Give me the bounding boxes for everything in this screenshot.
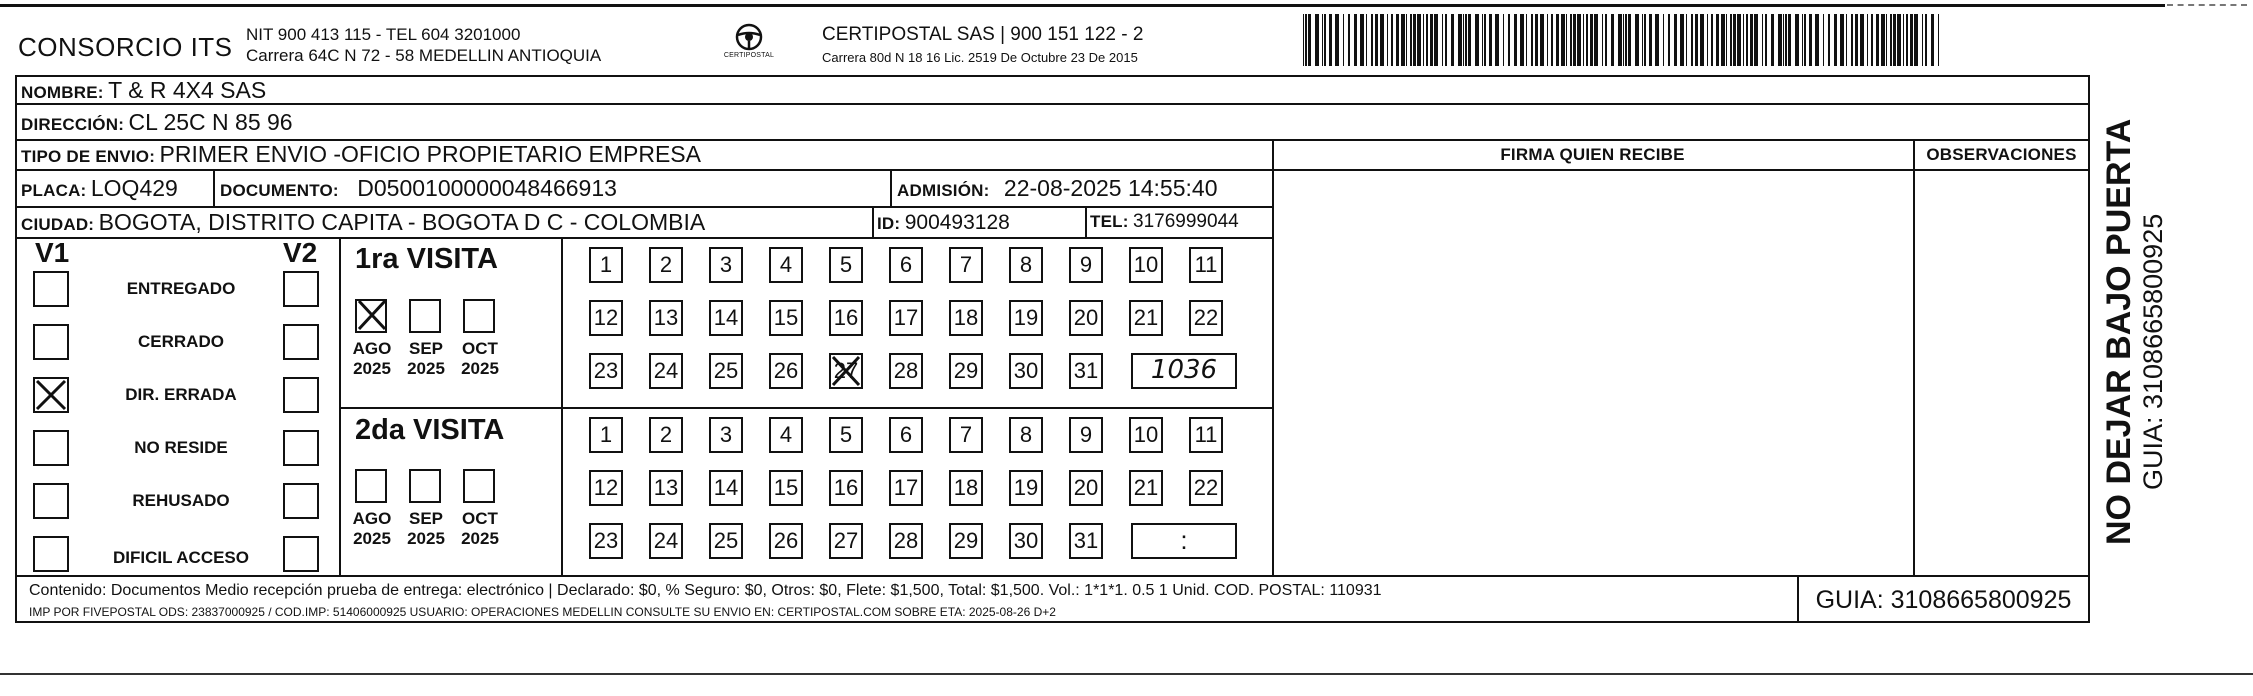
barcode-bar (1828, 14, 1830, 66)
status-label: REHUSADO (132, 491, 230, 510)
placa-value: LOQ429 (90, 175, 178, 201)
barcode-bar (1809, 14, 1812, 66)
barcode-bar (1635, 14, 1639, 66)
admision-label: ADMISIÓN: (897, 181, 990, 200)
barcode-bar (1716, 14, 1719, 66)
status-label: DIR. ERRADA (125, 385, 237, 404)
month-label (401, 339, 451, 379)
direccion-value: CL 25C N 85 96 (128, 109, 293, 135)
barcode-bar (1489, 14, 1492, 66)
v1-checkbox[interactable] (33, 271, 69, 307)
v2-checkbox[interactable] (283, 377, 319, 413)
header (0, 10, 2253, 74)
month-label (401, 509, 451, 549)
day-box[interactable]: 11 (1189, 417, 1223, 453)
barcode-bar (1804, 14, 1806, 66)
barcode-bar (1324, 14, 1326, 66)
day-box[interactable]: 5 (829, 417, 863, 453)
barcode-bar (1520, 14, 1524, 66)
day-box[interactable]: 2 (649, 417, 683, 453)
month-name: AGO (352, 339, 392, 358)
v1-checkbox[interactable] (33, 536, 69, 572)
first-visit-title: 1ra VISITA (355, 243, 498, 275)
day-box[interactable]: 30 (1009, 353, 1043, 389)
day-box[interactable]: 3 (709, 247, 743, 283)
placa-label: PLACA: (21, 181, 87, 200)
barcode-bar (1834, 14, 1837, 66)
barcode-bar (1649, 14, 1652, 66)
footer-impresion: IMP POR FIVEPOSTAL ODS: 23837000925 / COD.IMP: 51406000925 USUARIO: OPERACIONES MEDELLIN CONSULTE SU ENVIO EN: CERTIPOSTAL.COM SOBRE ETA: 2025-08-26 D+2 (29, 605, 1056, 619)
logo-text: CERTIPOSTAL (723, 52, 775, 59)
courier-address: Carrera 80d N 18 16 Lic. 2519 De Octubre 23 De 2015 (822, 50, 1138, 65)
barcode-bar (1788, 14, 1791, 66)
day-box[interactable]: 26 (769, 353, 803, 389)
barcode-bar (1308, 14, 1311, 66)
bottom-rule (0, 673, 2253, 675)
direccion-label: DIRECCIÓN: (21, 115, 125, 134)
side-guia: GUIA: 3108665800925 (2138, 213, 2168, 490)
barcode-bar (1642, 14, 1643, 66)
barcode-bar (1463, 14, 1464, 66)
day-box[interactable]: 16 (829, 300, 863, 336)
barcode-bar (1343, 14, 1344, 66)
barcode-bar (1881, 14, 1885, 66)
barcode-bar (1910, 14, 1913, 66)
courier-logo (714, 22, 784, 66)
barcode-bar (1551, 14, 1553, 66)
barcode-bar (1733, 14, 1736, 66)
barcode-bar (1566, 14, 1567, 66)
day-box[interactable]: 24 (649, 523, 683, 559)
barcode-bar (1413, 14, 1416, 66)
courier-info (822, 24, 1143, 65)
barcode-bar (1605, 14, 1607, 66)
month-checkbox[interactable] (409, 469, 441, 503)
day-box[interactable]: 17 (889, 300, 923, 336)
day-box[interactable]: 14 (709, 300, 743, 336)
day-box[interactable]: 27 (829, 523, 863, 559)
month-checkbox[interactable] (409, 299, 441, 333)
barcode-bar (1625, 14, 1627, 66)
nombre-value: T & R 4X4 SAS (108, 77, 267, 103)
month-year: 2025 (461, 359, 499, 378)
v2-checkbox[interactable] (283, 271, 319, 307)
barcode-bar (1931, 14, 1934, 66)
barcode-bar (1303, 14, 1304, 66)
barcode-bar (1410, 14, 1412, 66)
barcode-bar (1938, 14, 1939, 66)
documento-row (220, 175, 617, 202)
day-box[interactable]: 29 (949, 353, 983, 389)
barcode-bar (1750, 14, 1753, 66)
barcode-bar (1391, 14, 1393, 66)
tel-label: TEL: (1090, 212, 1129, 231)
guia-number: GUIA: 3108665800925 (1797, 577, 2088, 623)
month-year: 2025 (407, 529, 445, 548)
month-name: OCT (462, 509, 498, 528)
barcode-bar (1570, 14, 1572, 66)
barcode-bar (1851, 14, 1853, 66)
day-box[interactable]: 6 (889, 247, 923, 283)
ciudad-label: CIUDAD: (21, 215, 95, 234)
barcode-bar (1594, 14, 1598, 66)
barcode-bar (1691, 14, 1693, 66)
barcode-bar (1371, 14, 1373, 66)
barcode-bar (1802, 14, 1803, 66)
day-box[interactable]: 10 (1129, 417, 1163, 453)
barcode-bar (1406, 14, 1407, 66)
day-box[interactable]: 18 (949, 300, 983, 336)
barcode-bar (1674, 14, 1677, 66)
barcode-bar (1611, 14, 1614, 66)
barcode-bar (1348, 14, 1350, 66)
barcode-bar (1583, 14, 1584, 66)
month-year: 2025 (407, 359, 445, 378)
day-box[interactable]: 14 (709, 470, 743, 506)
day-box[interactable]: 15 (769, 470, 803, 506)
month-label (455, 339, 505, 379)
barcode-bar (1726, 14, 1727, 66)
corner-dashes (2167, 4, 2247, 6)
barcode-bar (1540, 14, 1544, 66)
tel-row (1090, 211, 1239, 233)
day-box[interactable]: 19 (1009, 470, 1043, 506)
day-box[interactable]: 17 (889, 470, 923, 506)
barcode-bar (1423, 14, 1424, 66)
month-name: SEP (408, 509, 444, 528)
barcode-bar (1707, 14, 1708, 66)
barcode-bar (1375, 14, 1378, 66)
barcode-bar (1655, 14, 1659, 66)
barcode-bar (1514, 14, 1517, 66)
placa-row (21, 175, 178, 202)
day-box[interactable]: 22 (1189, 470, 1223, 506)
month-label (455, 509, 505, 549)
barcode-bar (1762, 14, 1763, 66)
barcode-bar (1771, 14, 1774, 66)
barcode-bar (1730, 14, 1732, 66)
barcode-bar (1465, 14, 1467, 66)
day-box[interactable]: 12 (589, 300, 623, 336)
admision-value: 22-08-2025 14:55:40 (1003, 175, 1218, 201)
v2-checkbox[interactable] (283, 324, 319, 360)
barcode-bar (1503, 14, 1504, 66)
barcode-bar (1925, 14, 1927, 66)
status-label: ENTREGADO (126, 279, 236, 298)
barcode-bar (1867, 14, 1868, 66)
barcode-bar (1322, 14, 1323, 66)
month-name: AGO (352, 509, 392, 528)
barcode-bar (1495, 14, 1499, 66)
day-box[interactable]: 26 (769, 523, 803, 559)
day-box[interactable]: 21 (1129, 470, 1163, 506)
v1-checkbox[interactable] (33, 483, 69, 519)
day-box[interactable]: 9 (1069, 417, 1103, 453)
tipo-label: TIPO DE ENVIO: (21, 147, 156, 166)
barcode-bar (1886, 14, 1887, 66)
time-box[interactable]: 1036 (1131, 353, 1237, 389)
barcode-bar (1484, 14, 1486, 66)
barcode-bar (1737, 14, 1741, 66)
barcode-bar (1778, 14, 1782, 66)
v1-checkbox[interactable] (33, 324, 69, 360)
barcode-bar (1577, 14, 1581, 66)
month-label (347, 509, 397, 549)
barcode-bar (1680, 14, 1684, 66)
barcode-bar (1526, 14, 1527, 66)
barcode-bar (1903, 14, 1904, 66)
barcode-bar (1445, 14, 1447, 66)
month-checkbox[interactable] (463, 299, 495, 333)
day-box[interactable]: 10 (1129, 247, 1163, 283)
barcode-bar (1396, 14, 1399, 66)
barcode-bar (1914, 14, 1918, 66)
barcode-bar (1482, 14, 1483, 66)
firma-label: FIRMA QUIEN RECIBE (1500, 145, 1685, 164)
status-label: DIFICIL ACCESO (112, 548, 249, 567)
day-box[interactable]: 11 (1189, 247, 1223, 283)
day-box[interactable]: 1 (589, 417, 623, 453)
status-label: CERRADO (138, 332, 224, 351)
barcode-bar (1890, 14, 1892, 66)
day-box[interactable]: 23 (589, 353, 623, 389)
v1-checkbox[interactable] (33, 430, 69, 466)
day-box[interactable]: 21 (1129, 300, 1163, 336)
tel-value: 3176999044 (1133, 211, 1239, 232)
day-box[interactable]: 25 (709, 523, 743, 559)
day-box[interactable]: 7 (949, 417, 983, 453)
barcode-bar (1531, 14, 1533, 66)
barcode-bar (1823, 14, 1824, 66)
barcode-bar (1871, 14, 1873, 66)
day-box[interactable]: 13 (649, 470, 683, 506)
tipo-value: PRIMER ENVIO -OFICIO PROPIETARIO EMPRESA (159, 141, 701, 167)
barcode-bar (1815, 14, 1819, 66)
barcode-bar (1906, 14, 1908, 66)
day-box[interactable]: 4 (769, 417, 803, 453)
day-box[interactable]: 20 (1069, 300, 1103, 336)
barcode-bar (1668, 14, 1670, 66)
footer-contenido: Contenido: Documentos Medio recepción prueba de entrega: electrónico | Declarado: $0, % Seguro: $0, Otros: $0, Flete: $1,500, Total: $1,500. Vol.: 1*1*1. 0.5 1 Unid. COD. POSTAL: 110931 (29, 582, 1382, 599)
barcode-bar (1628, 14, 1631, 66)
barcode-bar (1458, 14, 1462, 66)
barcode-bar (1686, 14, 1687, 66)
barcode-bar (1360, 14, 1364, 66)
day-box[interactable]: 16 (829, 470, 863, 506)
day-box[interactable]: 27 (829, 353, 863, 389)
barcode-bar (1417, 14, 1421, 66)
day-box[interactable]: 23 (589, 523, 623, 559)
barcode-bar (1442, 14, 1443, 66)
barcode-bar (1795, 14, 1799, 66)
barcode-bar (1846, 14, 1847, 66)
barcode-bar (1711, 14, 1713, 66)
v2-checkbox[interactable] (283, 536, 319, 572)
steering-wheel-icon (732, 22, 766, 52)
month-checkbox[interactable] (355, 469, 387, 503)
barcode-bar (1561, 14, 1565, 66)
barcode-bar (1743, 14, 1744, 66)
barcode-bar (1897, 14, 1901, 66)
company-nit: NIT 900 413 115 - TEL 604 3201000 (246, 25, 521, 44)
barcode-bar (1354, 14, 1357, 66)
barcode-bar (1783, 14, 1784, 66)
day-box[interactable]: 12 (589, 470, 623, 506)
barcode-bar (1380, 14, 1384, 66)
company-address: Carrera 64C N 72 - 58 MEDELLIN ANTIOQUIA (246, 46, 602, 65)
barcode-bar (1468, 14, 1471, 66)
day-box[interactable]: 31 (1069, 523, 1103, 559)
id-value: 900493128 (904, 211, 1010, 234)
barcode-bar (1366, 14, 1367, 66)
v2-checkbox[interactable] (283, 483, 319, 519)
company-info (246, 24, 601, 66)
v2-checkbox[interactable] (283, 430, 319, 466)
id-label: ID: (877, 214, 901, 233)
day-box[interactable]: 22 (1189, 300, 1223, 336)
barcode-bar (1754, 14, 1758, 66)
barcode-bar (1855, 14, 1858, 66)
day-box[interactable]: 28 (889, 353, 923, 389)
month-checkbox[interactable] (355, 299, 387, 333)
month-checkbox[interactable] (463, 469, 495, 503)
barcode (1303, 12, 1939, 68)
v1-checkbox[interactable] (33, 377, 69, 413)
barcode-bar (1535, 14, 1538, 66)
direccion-row (21, 109, 293, 136)
barcode-bar (1335, 14, 1339, 66)
barcode-bar (1586, 14, 1588, 66)
month-year: 2025 (353, 359, 391, 378)
tipo-row (21, 141, 701, 168)
month-year: 2025 (461, 529, 499, 548)
barcode-bar (1556, 14, 1559, 66)
side-warning: NO DEJAR BAJO PUERTA (2100, 118, 2138, 545)
barcode-bar (1387, 14, 1388, 66)
nombre-label: NOMBRE: (21, 83, 104, 102)
barcode-bar (1434, 14, 1438, 66)
day-box[interactable]: 25 (709, 353, 743, 389)
barcode-bar (1695, 14, 1698, 66)
day-box[interactable]: 6 (889, 417, 923, 453)
barcode-bar (1876, 14, 1879, 66)
barcode-bar (1315, 14, 1319, 66)
barcode-bar (1644, 14, 1646, 66)
barcode-bar (1922, 14, 1923, 66)
time-box[interactable]: : (1131, 523, 1237, 559)
day-box[interactable]: 28 (889, 523, 923, 559)
barcode-bar (1623, 14, 1624, 66)
shipping-form (15, 75, 2090, 623)
barcode-bar (1329, 14, 1332, 66)
month-name: OCT (462, 339, 498, 358)
barcode-bar (1663, 14, 1664, 66)
barcode-bar (1765, 14, 1767, 66)
company-name: CONSORCIO ITS (18, 32, 233, 62)
day-box[interactable]: 7 (949, 247, 983, 283)
day-box[interactable]: 2 (649, 247, 683, 283)
day-box[interactable]: 1 (589, 247, 623, 283)
barcode-bar (1547, 14, 1548, 66)
second-visit-title: 2da VISITA (355, 414, 505, 446)
day-box[interactable]: 31 (1069, 353, 1103, 389)
ciudad-value: BOGOTA, DISTRITO CAPITA - BOGOTA D C - COLOMBIA (98, 209, 706, 235)
v1-label: V1 (35, 237, 70, 268)
barcode-bar (1860, 14, 1864, 66)
barcode-bar (1426, 14, 1428, 66)
barcode-bar (1430, 14, 1433, 66)
day-box[interactable]: 13 (649, 300, 683, 336)
barcode-bar (1746, 14, 1748, 66)
day-box[interactable]: 18 (949, 470, 983, 506)
day-box[interactable]: 24 (649, 353, 683, 389)
barcode-bar (1475, 14, 1479, 66)
barcode-bar (1785, 14, 1787, 66)
month-year: 2025 (353, 529, 391, 548)
day-box[interactable]: 4 (769, 247, 803, 283)
day-box[interactable]: 20 (1069, 470, 1103, 506)
day-box[interactable]: 3 (709, 417, 743, 453)
observaciones-label: OBSERVACIONES (1926, 145, 2077, 164)
nombre-row (21, 77, 266, 104)
day-box[interactable]: 5 (829, 247, 863, 283)
barcode-bar (1573, 14, 1576, 66)
ciudad-row (21, 209, 705, 236)
day-box[interactable]: 19 (1009, 300, 1043, 336)
day-box[interactable]: 8 (1009, 247, 1043, 283)
barcode-bar (1401, 14, 1405, 66)
day-box[interactable]: 9 (1069, 247, 1103, 283)
barcode-bar (1700, 14, 1704, 66)
day-box[interactable]: 15 (769, 300, 803, 336)
barcode-bar (1893, 14, 1896, 66)
status-label: NO RESIDE (134, 438, 228, 457)
admision-row (897, 175, 1218, 202)
id-row (877, 211, 1010, 235)
day-box[interactable]: 30 (1009, 523, 1043, 559)
barcode-bar (1508, 14, 1510, 66)
top-rule (0, 4, 2165, 7)
documento-label: DOCUMENTO: (220, 181, 339, 200)
barcode-bar (1721, 14, 1725, 66)
barcode-bar (1618, 14, 1622, 66)
barcode-bar (1305, 14, 1307, 66)
month-label (347, 339, 397, 379)
month-name: SEP (408, 339, 444, 358)
v2-label: V2 (283, 237, 318, 268)
barcode-bar (1590, 14, 1593, 66)
day-box[interactable]: 8 (1009, 417, 1043, 453)
courier-name: CERTIPOSTAL SAS | 900 151 122 - 2 (822, 24, 1144, 45)
day-box[interactable]: 29 (949, 523, 983, 559)
barcode-bar (1602, 14, 1603, 66)
barcode-bar (1840, 14, 1844, 66)
barcode-bar (1451, 14, 1454, 66)
documento-value: D0500100000048466913 (357, 175, 617, 201)
